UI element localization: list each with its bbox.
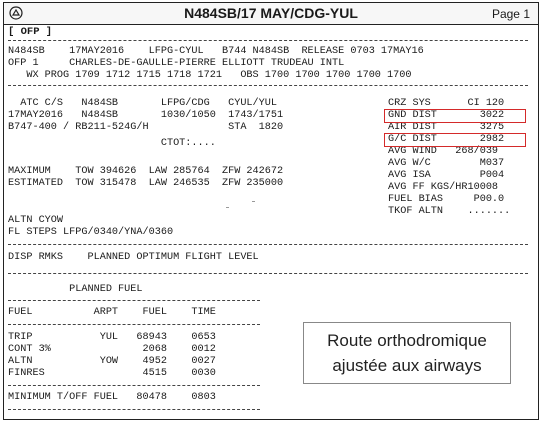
divider	[8, 273, 528, 274]
line-wx-prog: WX PROG 1709 1712 1715 1718 1721 OBS 1700 1700 1700 1700 1700	[8, 70, 412, 81]
line-atc: ATC C/S N484SB LFPG/CDG CYUL/YUL	[8, 98, 277, 109]
header-bar	[4, 3, 538, 25]
gc-dist: G/C DIST 2982	[388, 134, 505, 145]
line-route: OFP 1 CHARLES-DE-GAULLE-PIERRE ELLIOTT TRUDEAU INTL	[8, 58, 345, 69]
divider	[8, 40, 528, 41]
avg-wind: AVG WIND 268/039	[388, 146, 499, 157]
page-title: N484SB/17 MAY/CDG-YUL	[184, 5, 358, 21]
page-number: Page 1	[491, 7, 530, 21]
line-maximum: MAXIMUM TOW 394626 LAW 285764 ZFW 242672	[8, 166, 284, 177]
ofp-tag: [ OFP ]	[8, 26, 53, 38]
line-fl-steps: FL STEPS LFPG/0340/YNA/0360	[8, 227, 174, 238]
divider	[8, 409, 260, 410]
divider	[8, 300, 260, 301]
line-altn: ALTN CYOW	[8, 215, 64, 226]
speck	[226, 207, 229, 208]
avg-ff: AVG FF KGS/HR10008	[388, 182, 499, 193]
tkof-altn: TKOF ALTN .......	[388, 206, 511, 217]
avg-isa: AVG ISA P004	[388, 170, 505, 181]
fuel-row-trip: TRIP YUL 68943 0653	[8, 332, 216, 343]
disp-rmks: DISP RMKS PLANNED OPTIMUM FLIGHT LEVEL	[8, 252, 259, 263]
speck	[252, 201, 255, 202]
fuel-row-min-tof: MINIMUM T/OFF FUEL 80478 0803	[8, 392, 216, 403]
fuel-row-finres: FINRES 4515 0030	[8, 368, 216, 379]
line-estimated: ESTIMATED TOW 315478 LAW 246535 ZFW 235000	[8, 178, 284, 189]
divider	[8, 324, 260, 325]
annotation-callout	[303, 322, 511, 384]
divider	[8, 244, 528, 245]
callout-line-2: ajustée aux airways	[332, 356, 482, 375]
line-date: 17MAY2016 N484SB 1030/1050 1743/1751	[8, 110, 284, 121]
air-dist: AIR DIST 3275	[388, 122, 505, 133]
gnd-dist-highlight	[384, 109, 526, 123]
planned-fuel-heading: PLANNED FUEL	[8, 284, 143, 295]
line-release: N484SB 17MAY2016 LFPG-CYUL B744 N484SB RELEASE 0703 17MAY16	[8, 46, 424, 57]
fuel-table-header: FUEL ARPT FUEL TIME	[8, 307, 216, 318]
line-aircraft: B747-400 / RB211-524G/H STA 1820	[8, 122, 284, 133]
callout-line-1: Route orthodromique	[327, 331, 487, 350]
fuel-row-altn: ALTN YOW 4952 0027	[8, 356, 216, 367]
gnd-dist: GND DIST 3022	[388, 110, 505, 121]
avg-wc: AVG W/C M037	[388, 158, 505, 169]
fuel-bias: FUEL BIAS P00.0	[388, 194, 505, 205]
divider	[8, 385, 260, 386]
fuel-row-cont: CONT 3% 2068 0012	[8, 344, 216, 355]
gc-dist-highlight	[384, 133, 526, 147]
crz-sys: CRZ SYS CI 120	[388, 98, 505, 109]
divider	[8, 85, 528, 86]
line-ctot: CTOT:....	[8, 138, 216, 149]
